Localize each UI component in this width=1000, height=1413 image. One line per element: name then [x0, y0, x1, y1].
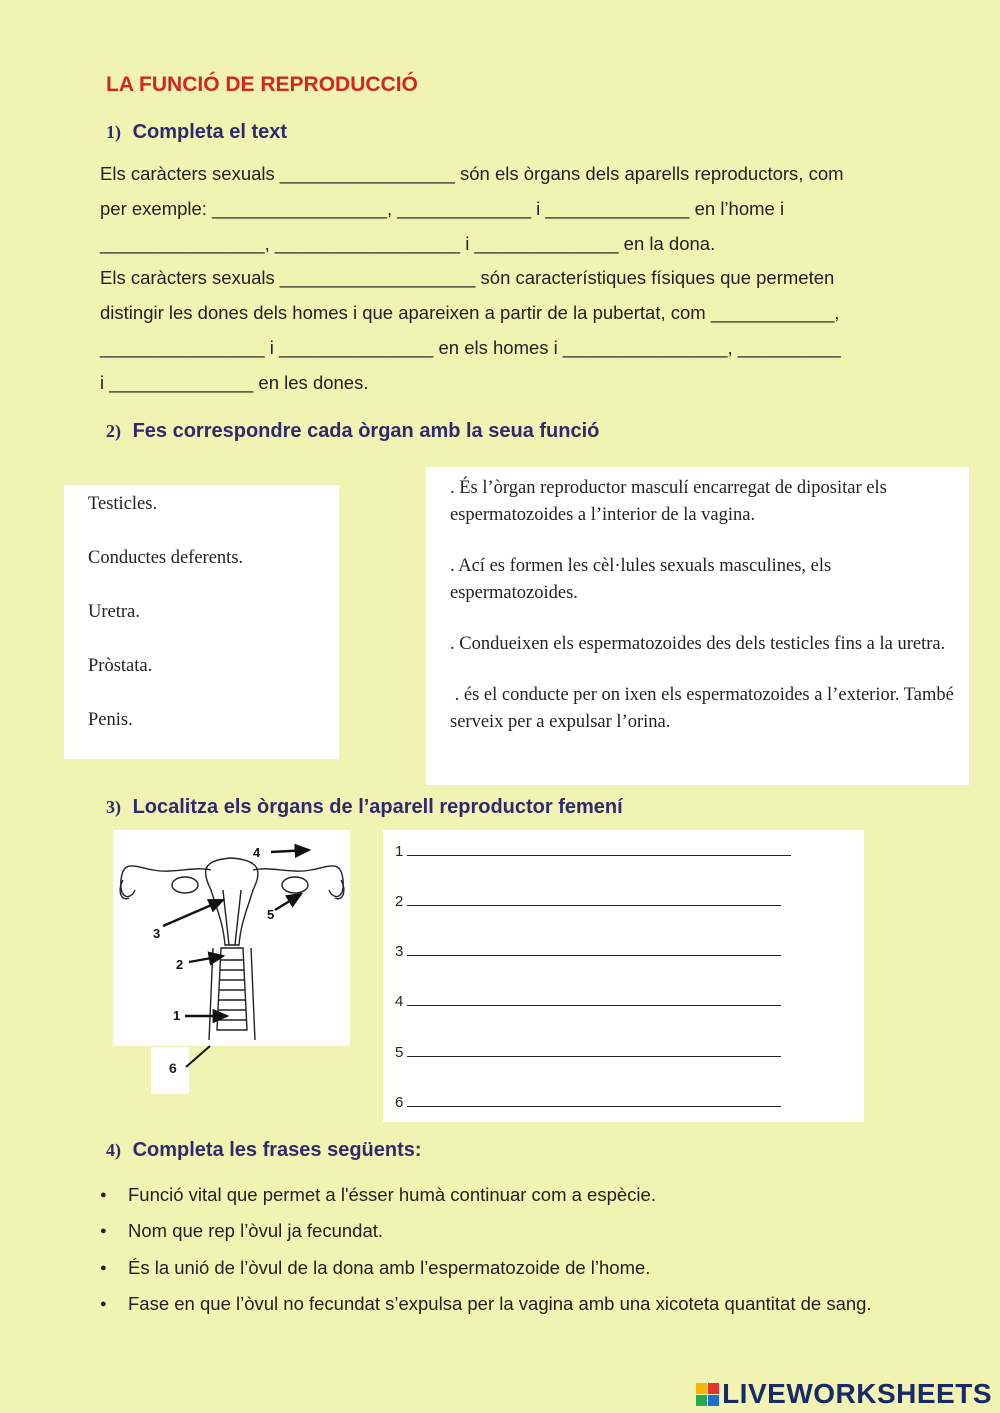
- organ-item[interactable]: Conductes deferents.: [88, 548, 244, 568]
- q3-number: 3): [106, 797, 121, 817]
- answer-blank[interactable]: [407, 941, 781, 956]
- answer-line-1[interactable]: [395, 841, 791, 860]
- q4-number: 4): [106, 1140, 121, 1160]
- page-title: LA FUNCIÓ DE REPRODUCCIÓ: [106, 73, 418, 96]
- q1-line: i ______________ en les dones.: [100, 371, 369, 393]
- q1-line: distingir les dones dels homes i que apareixen a partir de la pubertat, com ____________,: [100, 302, 840, 324]
- q1-line: per exemple: _________________, _____________ i ______________ en l’home i: [100, 197, 785, 219]
- answer-line-2[interactable]: [395, 891, 781, 910]
- q1-heading-text: Completa el text: [132, 121, 288, 143]
- q2-heading: [106, 420, 599, 443]
- list-item: ● Nom que rep l’òvul ja fecundat.: [100, 1213, 900, 1249]
- q1-line: Els caràcters sexuals _________________ són els òrgans dels aparells reproductors, com: [100, 163, 844, 184]
- q4-heading-text: Completa les frases següents:: [132, 1139, 422, 1161]
- arrow-2: [189, 956, 223, 962]
- organ-item[interactable]: Testicles.: [88, 494, 158, 514]
- answer-blank[interactable]: [407, 991, 781, 1006]
- answer-number: 2: [395, 893, 404, 910]
- list-item: ● Funció vital que permet a l'ésser humà continuar com a espècie.: [100, 1177, 900, 1213]
- logo-icon: [696, 1383, 719, 1406]
- organ-item[interactable]: Pròstata.: [88, 656, 153, 676]
- arrow-3: [163, 900, 223, 926]
- answers-box: [383, 830, 864, 1122]
- arrow-5: [275, 894, 301, 910]
- q1-paragraph: [100, 157, 920, 401]
- list-item: ● És la unió de l’òvul de la dona amb l’espermatozoide de l’home.: [100, 1250, 900, 1286]
- answer-number: 6: [395, 1094, 404, 1111]
- function-item[interactable]: . Ací es formen les cèl·lules sexuals masculines, els espermatozoides.: [450, 556, 832, 603]
- q1-line: Els caràcters sexuals ___________________ són característiques físiques que permeten: [100, 267, 835, 289]
- uterus-drawing: [120, 858, 344, 1040]
- organ-item[interactable]: Uretra.: [88, 602, 140, 622]
- answer-number: 1: [395, 843, 404, 860]
- answer-line-4[interactable]: [395, 991, 781, 1010]
- diagram-label-5: 5: [267, 907, 275, 922]
- answer-blank[interactable]: [407, 1092, 781, 1107]
- q1-number: 1): [106, 122, 121, 142]
- answer-number: 3: [395, 943, 404, 960]
- answer-number: 5: [395, 1044, 404, 1061]
- answer-blank[interactable]: [407, 891, 781, 906]
- function-item[interactable]: . Condueixen els espermatozoides des dels testicles fins a la uretra.: [450, 634, 946, 654]
- q4-list: [100, 1177, 900, 1323]
- liveworksheets-logo[interactable]: [696, 1378, 992, 1410]
- q2-heading-text: Fes correspondre cada òrgan amb la seua funció: [132, 420, 600, 442]
- diagram-label-6: 6: [169, 1060, 177, 1076]
- diagram-label-4: 4: [253, 845, 261, 860]
- answer-blank[interactable]: [407, 1042, 781, 1057]
- answer-line-6[interactable]: [395, 1092, 781, 1111]
- function-item[interactable]: . És l’òrgan reproductor masculí encarregat de dipositar els espermatozoides a l’interior de la vagina.: [450, 478, 887, 525]
- q4-heading: [106, 1139, 422, 1162]
- arrow-6: [180, 1043, 214, 1071]
- answer-number: 4: [395, 993, 404, 1010]
- diagram-label-1: 1: [173, 1008, 181, 1023]
- answer-blank[interactable]: [407, 841, 791, 856]
- diagram-label-3: 3: [153, 926, 161, 941]
- q1-line: ________________, __________________ i ______________ en la dona.: [100, 232, 716, 254]
- arrow-4: [271, 850, 309, 852]
- q2-number: 2): [106, 421, 121, 441]
- function-item[interactable]: . és el conducte per on ixen els espermatozoides a l’exterior. També serveix per a expulsar l’orina.: [450, 685, 959, 732]
- diagram-box: [113, 830, 350, 1046]
- diagram-label-2: 2: [176, 957, 184, 972]
- list-item: ● Fase en que l’òvul no fecundat s’expulsa per la vagina amb una xicoteta quantitat de sang.: [100, 1286, 900, 1322]
- q1-heading: [106, 121, 287, 144]
- functions-box: [426, 467, 969, 785]
- answer-line-3[interactable]: [395, 941, 781, 960]
- organ-item[interactable]: Penis.: [88, 710, 133, 730]
- q1-line: ________________ i _______________ en els homes i ________________, __________: [100, 336, 841, 358]
- q3-heading-text: Localitza els òrgans de l’aparell reproductor femení: [132, 796, 623, 818]
- organs-box: [64, 485, 339, 759]
- logo-text: LIVEWORKSHEETS: [722, 1378, 992, 1409]
- female-reproductive-diagram: [113, 830, 350, 1046]
- answer-line-5[interactable]: [395, 1042, 781, 1061]
- q3-heading: [106, 796, 623, 819]
